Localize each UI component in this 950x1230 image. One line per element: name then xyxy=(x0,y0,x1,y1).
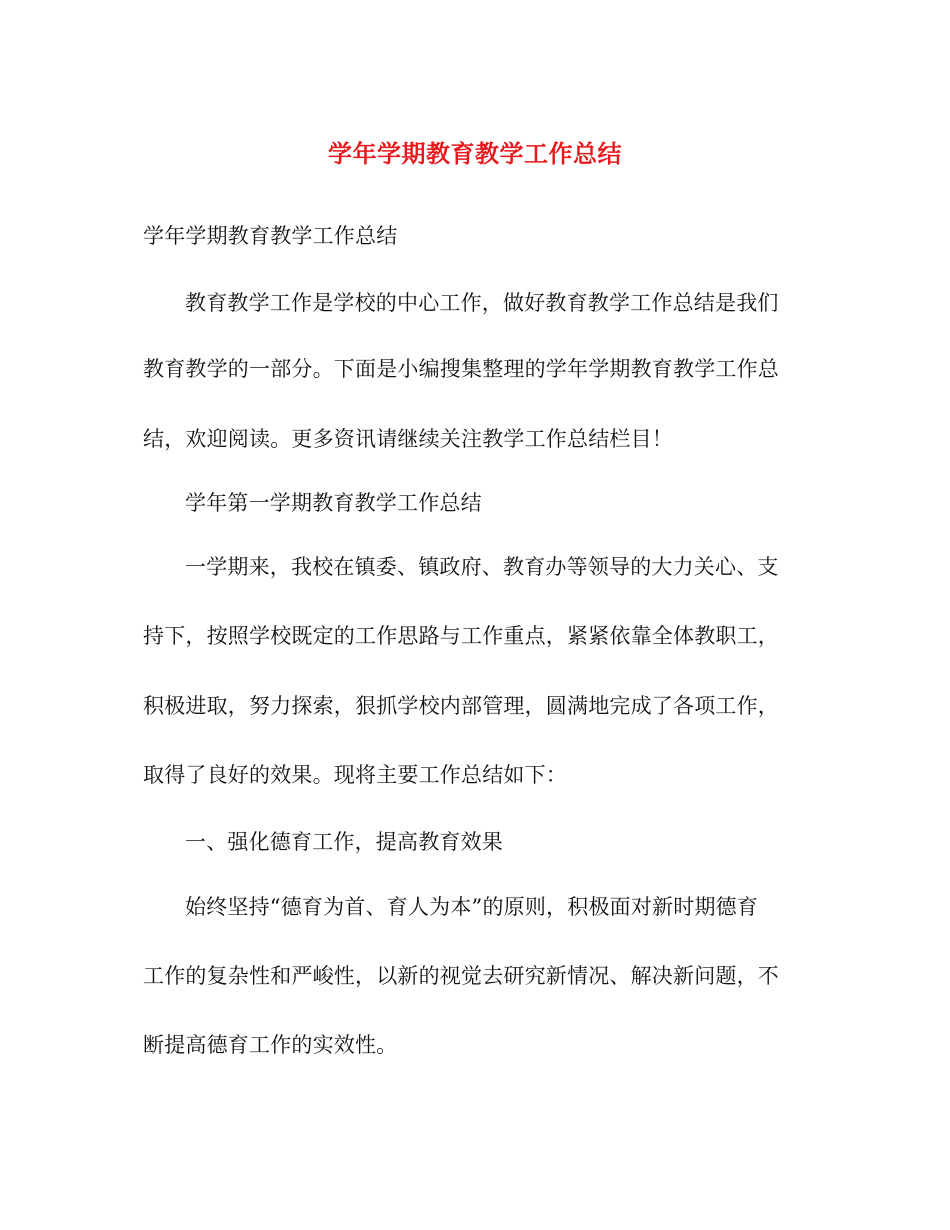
paragraph-line: 结，欢迎阅读。更多资讯请继续关注教学工作总结栏目！ xyxy=(143,427,673,451)
document-title: 学年学期教育教学工作总结 xyxy=(328,140,622,168)
paragraph-line: 工作的复杂性和严峻性，以新的视觉去研究新情况、解决新问题，不 xyxy=(143,964,779,988)
document-subtitle: 学年学期教育教学工作总结 xyxy=(143,224,398,248)
section-heading: 一、强化德育工作，提高教育效果 xyxy=(185,830,503,854)
section-heading: 学年第一学期教育教学工作总结 xyxy=(185,491,482,515)
paragraph-line: 一学期来，我校在镇委、镇政府、教育办等领导的大力关心、支 xyxy=(185,555,779,579)
paragraph-line: 始终坚持“德育为首、育人为本”的原则，积极面对新时期德育 xyxy=(185,895,759,919)
paragraph-line: 取得了良好的效果。现将主要工作总结如下： xyxy=(143,763,567,787)
paragraph-line: 断提高德育工作的实效性。 xyxy=(143,1033,398,1057)
paragraph-line: 积极进取，努力探索，狠抓学校内部管理，圆满地完成了各项工作， xyxy=(143,694,779,718)
paragraph-line: 教育教学的一部分。下面是小编搜集整理的学年学期教育教学工作总 xyxy=(143,357,779,381)
paragraph-line: 持下，按照学校既定的工作思路与工作重点，紧紧依靠全体教职工， xyxy=(143,624,779,648)
paragraph-line: 教育教学工作是学校的中心工作，做好教育教学工作总结是我们 xyxy=(185,291,779,315)
